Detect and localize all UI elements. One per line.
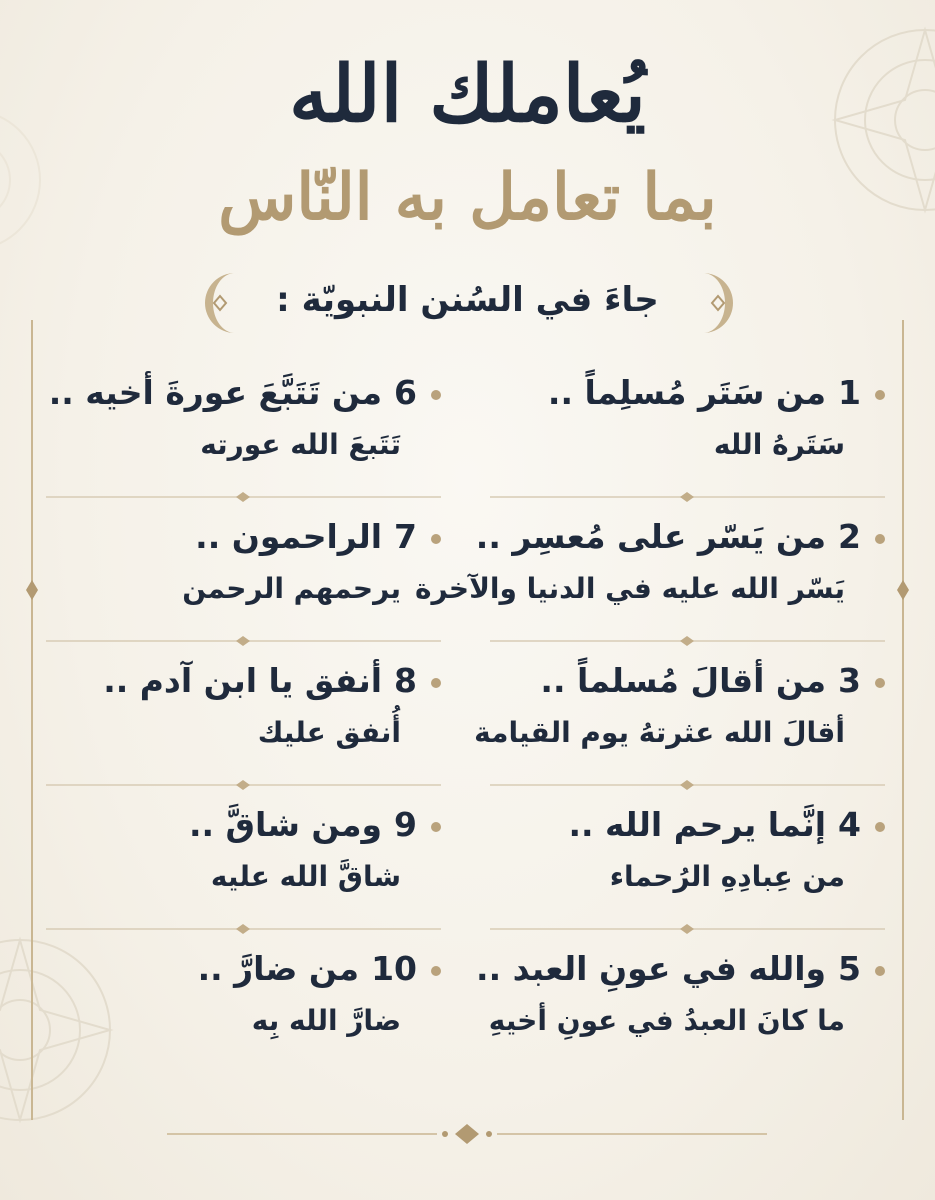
item-line2: ما كانَ العبدُ في عونِ أخيهِ: [488, 1004, 845, 1037]
bullet-dot: [431, 822, 441, 832]
item-line2: ضارَّ الله بِه: [251, 1004, 401, 1037]
separator: [46, 490, 441, 504]
bottom-ornament: [167, 1122, 767, 1146]
item-number: 7: [394, 517, 417, 556]
item-number: 6: [394, 373, 417, 412]
separator: [490, 634, 885, 648]
side-rule-left: [22, 320, 42, 1120]
separator: [46, 634, 441, 648]
bullet-dot: [431, 678, 441, 688]
list-item: [474, 648, 885, 792]
item-line1: من تَتَبَّعَ عورةَ أخيه ..: [48, 373, 383, 412]
main-title-line2: بما تعامل به النّاس: [218, 160, 717, 235]
item-line2: شاقَّ الله عليه: [210, 860, 401, 893]
item-number: 10: [371, 949, 417, 988]
bullet-dot: [875, 390, 885, 400]
item-number: 5: [838, 949, 861, 988]
bullet-dot: [875, 822, 885, 832]
list-item: [490, 792, 885, 936]
list-item: [46, 792, 441, 936]
list-item: [46, 360, 441, 504]
item-line1: الراحمون ..: [195, 517, 383, 556]
item-line1: إنَّما يرحم الله ..: [568, 805, 827, 844]
list-item: [490, 360, 885, 504]
item-line1: من أقالَ مُسلماً ..: [540, 661, 827, 700]
separator: [490, 778, 885, 792]
list-item: [46, 936, 441, 1080]
list-item: [476, 936, 885, 1080]
list-item: [414, 504, 885, 648]
list-item: [46, 648, 441, 792]
subtitle: جاءَ في السُنن النبويّة :: [276, 280, 659, 320]
item-line1: من ضارَّ ..: [197, 949, 360, 988]
bullet-dot: [875, 966, 885, 976]
separator: [490, 922, 885, 936]
item-line1: أنفق يا ابن آدم ..: [103, 661, 383, 700]
item-line1: من يَسّر على مُعسِر ..: [475, 517, 827, 556]
bullet-dot: [431, 390, 441, 400]
left-column: [46, 360, 441, 1080]
item-line1: من سَتَر مُسلِماً ..: [547, 373, 827, 412]
separator: [46, 922, 441, 936]
right-column: [414, 360, 885, 1080]
item-number: 3: [838, 661, 861, 700]
bullet-dot: [875, 678, 885, 688]
item-line1: والله في عونِ العبد ..: [476, 949, 827, 988]
bullet-dot: [875, 534, 885, 544]
item-line2: يرحمهم الرحمن: [182, 572, 401, 605]
separator: [490, 490, 885, 504]
item-line1: ومن شاقَّ ..: [188, 805, 383, 844]
main-title-line1: يُعاملك الله: [289, 49, 646, 140]
item-number: 9: [394, 805, 417, 844]
item-line2: سَتَرهُ الله: [713, 428, 845, 461]
list-item: [46, 504, 441, 648]
item-number: 2: [838, 517, 861, 556]
item-line2: يَسّر الله عليه في الدنيا والآخرة: [414, 572, 845, 605]
item-line2: أُنفق عليك: [257, 716, 401, 749]
separator: [46, 778, 441, 792]
item-number: 8: [394, 661, 417, 700]
item-line2: أقالَ الله عثرتهُ يوم القيامة: [474, 716, 845, 749]
item-line2: تَتَبعَ الله عورته: [200, 428, 401, 461]
item-number: 1: [838, 373, 861, 412]
item-number: 4: [838, 805, 861, 844]
side-rule-right: [893, 320, 913, 1120]
bullet-dot: [431, 966, 441, 976]
item-line2: من عِبادِهِ الرُحماء: [609, 860, 845, 893]
bullet-dot: [431, 534, 441, 544]
